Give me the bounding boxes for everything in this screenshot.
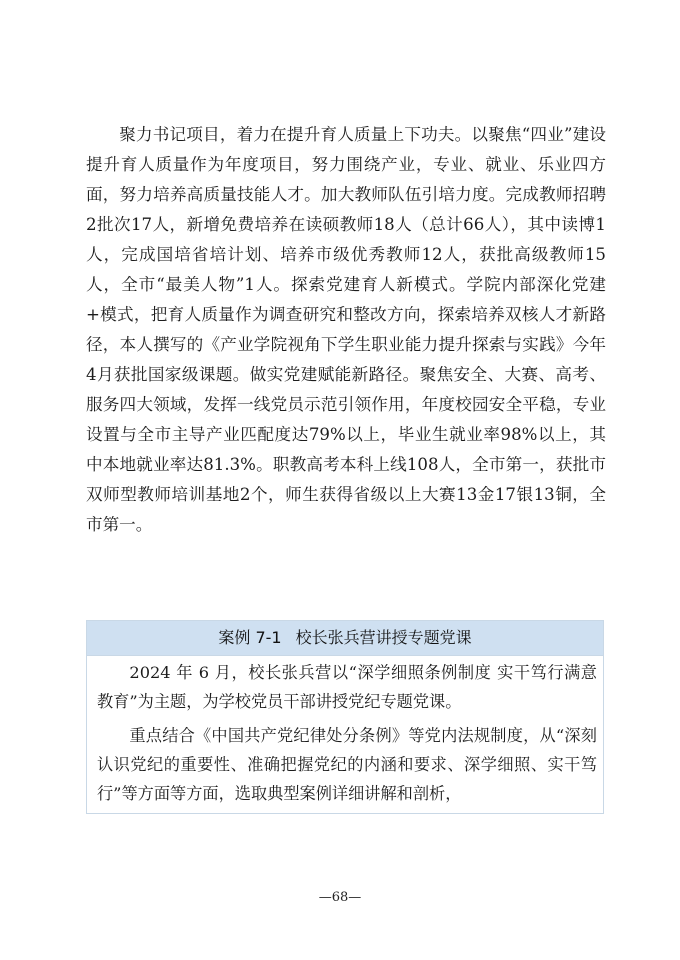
case-number: 案例 7-1 [218, 628, 282, 647]
case-paragraph-1: 2024 年 6 月，校长张兵营以“深学细照条例制度 实干笃行满意教育”为主题，为学校党员干部讲授党纪专题党课。 [97, 663, 597, 711]
case-box [86, 620, 604, 814]
body-paragraph: 聚力书记项目，着力在提升育人质量上下功夫。以聚焦“四业”建设 提升育人质量作为年度项目，努力围绕产业，专业、就业、乐业四方面，努力培养高质量技能人才。加大教师队伍引培力度。完成教师招聘2批次17人，新增免费培养在读硕教师18人（总计66人），其中读博1人，完成国培省培计划、培养市级优秀教师12人，获批高级教师15人，全市“最美人物”1人。探索党建育人新模式。学院内部深化党建+模式，把育人质量作为调查研究和整改方向，探索培养双核人才新路径，本人撰写的《产业学院视角下学生职业能力提升探索与实践》今年4月获批国家级课题。做实党建赋能新路径。聚焦安全、大赛、高考、服务四大领域，发挥一线党员示范引领作用，年度校园安全平稳，专业设置与全市主导产业匹配度达79%以上，毕业生就业率98%以上，其中本地就业率达81.3%。职教高考本科上线108人，全市第一，获批市双师型教师培训基地2个，师生获得省级以上大赛13金17银13铜，全市第一。 [86, 125, 606, 534]
case-header [87, 621, 603, 656]
page-number: —68— [318, 890, 362, 905]
case-paragraph-2: 重点结合《中国共产党纪律处分条例》等党内法规制度，从“深刻认识党纪的重要性、准确把握党纪的内涵和要求、深学细照、实干笃行”等方面等方面，选取典型案例详细讲解和剖析， [97, 726, 597, 803]
case-body [87, 656, 603, 808]
case-title: 校长张兵营讲授专题党课 [295, 628, 472, 647]
body-text [86, 120, 606, 540]
